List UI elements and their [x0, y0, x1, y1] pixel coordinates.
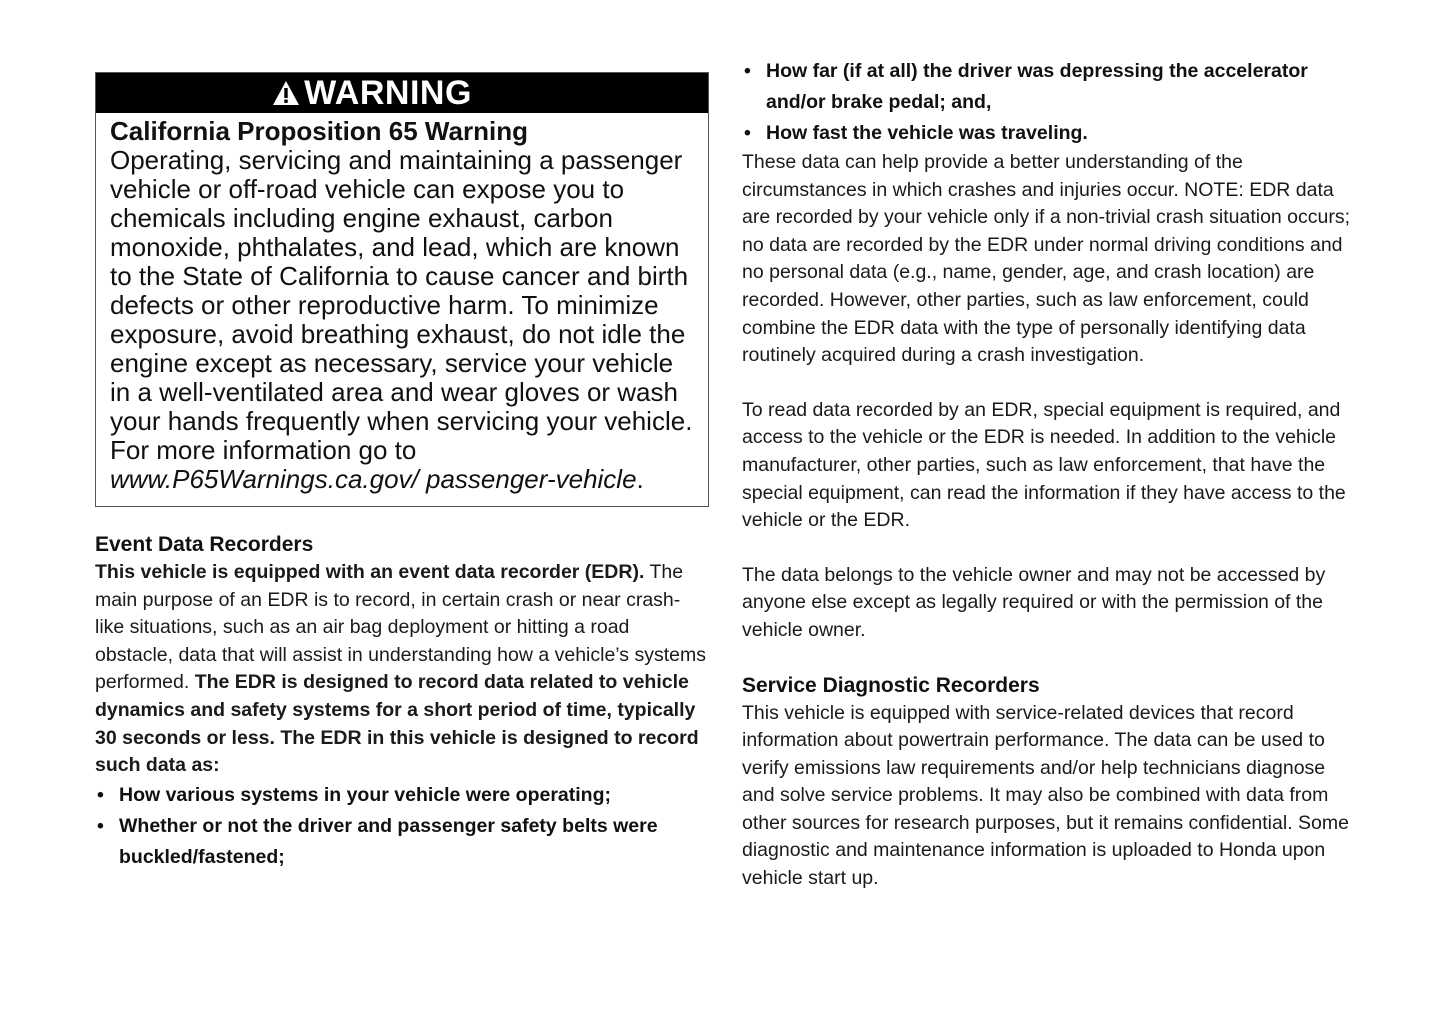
edr-intro-bold: This vehicle is equipped with an event data recorder (EDR). — [95, 561, 645, 583]
list-item — [742, 56, 1357, 118]
list-item-text: How fast the vehicle was traveling. — [766, 122, 1088, 144]
warning-title: California Proposition 65 Warning — [110, 116, 528, 146]
edr-bullet-list-right — [742, 56, 1357, 149]
edr-bullet-list-left — [95, 780, 709, 873]
edr-intro — [95, 559, 709, 780]
list-item — [95, 811, 709, 873]
list-item — [95, 780, 709, 811]
spacer — [742, 645, 1357, 672]
edr-intro-bold2: The EDR is designed to record data related to vehicle dynamics and safety systems for a short period of time, typically 30 seconds or less. The EDR in this vehicle is designed to record such data as: — [95, 671, 699, 777]
left-column — [95, 72, 709, 873]
edr-paragraph-3: The data belongs to the vehicle owner and may not be accessed by anyone else except as legally required or with the permission of the vehicle owner. — [742, 563, 1326, 641]
bullet-icon: • — [97, 783, 104, 806]
edr-paragraph-1: These data can help provide a better understanding of the circumstances in which crashes and injuries occur. NOTE: EDR data are recorded by your vehicle only if a non-trivial crash situation occurs; no data are recorded by the EDR under normal driving conditions and no personal data (e.g., name, gender, age, and crash location) are recorded. However, other parties, such as law enforcement, could combine the EDR data with the type of personally identifying data routinely acquired during a crash investigation. — [742, 151, 1351, 367]
spacer — [742, 535, 1357, 562]
list-item-text: How far (if at all) the driver was depressing the accelerator and/or brake pedal; and, — [766, 60, 1308, 113]
p65-warnings-link[interactable]: www.P65Warnings.ca.gov/ passenger-vehicle — [110, 464, 637, 494]
edr-heading: Event Data Recorders — [95, 533, 314, 556]
bullet-icon: • — [744, 60, 751, 82]
warning-triangle-icon — [272, 80, 300, 106]
edr-intro-regular: The main purpose of an EDR is to record, in certain crash or near crash-like situations, such as an air bag deployment or hitting a road obstacle, data that will assist in understanding how a vehicle’s systems performed. — [95, 561, 706, 694]
bullet-icon: • — [97, 814, 104, 837]
spacer — [742, 370, 1357, 397]
warning-header — [96, 73, 708, 113]
warning-body-text: Operating, servicing and maintaining a passenger vehicle or off-road vehicle can expose you to chemicals including engine exhaust, carbon monoxide, phthalates, and lead, which are known to the State of California to cause cancer and birth defects or other reproductive harm. To minimize exposure, avoid breathing exhaust, do not idle the engine except as necessary, service your vehicle in a well-ventilated area and wear gloves or wash your hands frequently when servicing your vehicle. For more information go to — [110, 145, 693, 465]
list-item-text: Whether or not the driver and passenger safety belts were buckled/fastened; — [119, 814, 658, 868]
prop65-warning-box — [95, 72, 709, 507]
right-column — [742, 56, 1357, 893]
warning-header-text: WARNING — [304, 73, 472, 112]
warning-body — [96, 113, 708, 506]
sdr-paragraph: This vehicle is equipped with service-related devices that record information about powertrain performance. The data can be used to verify emissions law requirements and/or help technicians diagnose and solve service problems. It may also be combined with data from other sources for research purposes, but it remains confidential. Some diagnostic and maintenance information is uploaded to Honda upon vehicle start up. — [742, 701, 1349, 890]
edr-paragraph-2: To read data recorded by an EDR, special equipment is required, and access to the vehicle or the EDR is needed. In addition to the vehicle manufacturer, other parties, such as law enforcement, that have the special equipment, can read the information if they have access to the vehicle or the EDR. — [742, 398, 1346, 532]
list-item — [742, 118, 1357, 149]
edr-section — [95, 531, 709, 873]
sdr-heading: Service Diagnostic Recorders — [742, 673, 1040, 697]
warning-period: . — [636, 464, 644, 494]
list-item-text: How various systems in your vehicle were operating; — [119, 783, 611, 806]
warning-text — [110, 146, 694, 494]
bullet-icon: • — [744, 122, 751, 144]
